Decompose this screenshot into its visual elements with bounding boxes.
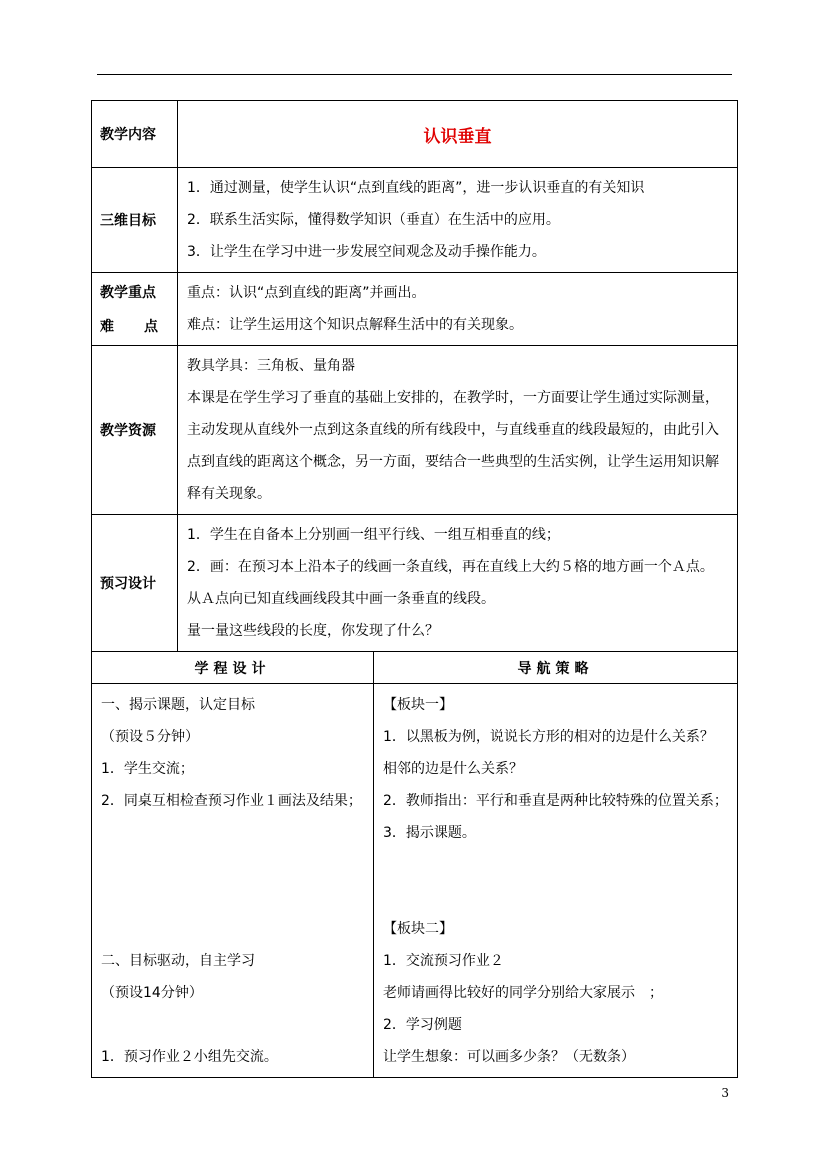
strategy-item: 让学生想象：可以画多少条？（无数条） bbox=[383, 1049, 635, 1065]
row-goals bbox=[92, 168, 738, 273]
process-item: （预设５分钟） bbox=[101, 729, 199, 745]
difficulty-label: 难 点 bbox=[100, 319, 158, 335]
navigation-strategy-header: 导航策略 bbox=[374, 652, 738, 684]
row-resources bbox=[92, 346, 738, 515]
strategy-item: 2．教师指出：平行和垂直是两种比较特殊的位置关系； bbox=[383, 793, 728, 809]
focus-label-top: 教学重点 bbox=[100, 285, 156, 301]
lesson-title: 认识垂直 bbox=[178, 101, 738, 168]
strategy-item: 【板块二】 bbox=[383, 921, 453, 937]
resources-text: 本课是在学生学习了垂直的基础上安排的，在教学时，一方面要让学生通过实际测量，主动发现从直线外一点到这条直线的所有线段中，与直线垂直的线段最短的，由此引入点到直线的距离这个概念，另一方面，要结合一些典型的生活实例，让学生运用知识解释有关现象。 bbox=[187, 390, 719, 502]
header-rule bbox=[97, 74, 732, 75]
preview-item: 从Ａ点向已知直线画线段其中画一条垂直的线段。 bbox=[187, 591, 495, 607]
process-item: 1．预习作业２小组先交流。 bbox=[101, 1049, 278, 1065]
resources-label: 教学资源 bbox=[92, 346, 178, 515]
goals-label: 三维目标 bbox=[92, 168, 178, 273]
learning-process-header: 学程设计 bbox=[92, 652, 374, 684]
row-sections bbox=[92, 684, 738, 1078]
process-item: 一、揭示课题，认定目标 bbox=[101, 697, 255, 713]
process-item: （预设14分钟） bbox=[101, 985, 203, 1001]
process-item: 二、目标驱动，自主学习 bbox=[101, 953, 255, 969]
lesson-plan-table bbox=[91, 100, 738, 1078]
learning-process-cell bbox=[92, 684, 374, 1078]
goal-item: 3．让学生在学习中进一步发展空间观念及动手操作能力。 bbox=[187, 244, 546, 260]
focus-label bbox=[92, 273, 178, 346]
resources-tools: 教具学具：三角板、量角器 bbox=[187, 358, 355, 374]
preview-label: 预习设计 bbox=[92, 515, 178, 652]
navigation-strategy-cell bbox=[374, 684, 738, 1078]
row-section-headers bbox=[92, 652, 738, 684]
page-number: 3 bbox=[721, 1086, 729, 1100]
row-content bbox=[92, 101, 738, 168]
process-item: 1．学生交流； bbox=[101, 761, 194, 777]
goal-item: 2．联系生活实际，懂得数学知识（垂直）在生活中的应用。 bbox=[187, 212, 560, 228]
strategy-item: 相邻的边是什么关系？ bbox=[383, 761, 523, 777]
preview-item: 量一量这些线段的长度，你发现了什么？ bbox=[187, 623, 439, 639]
strategy-item: 【板块一】 bbox=[383, 697, 453, 713]
resources-cell bbox=[178, 346, 738, 515]
focus-item: 重点：认识“点到直线的距离”并画出。 bbox=[187, 285, 426, 301]
strategy-item: 老师请画得比较好的同学分别给大家展示 ； bbox=[383, 985, 663, 1001]
preview-item: 1．学生在自备本上分别画一组平行线、一组互相垂直的线； bbox=[187, 527, 560, 543]
focus-item: 难点：让学生运用这个知识点解释生活中的有关现象。 bbox=[187, 317, 523, 333]
focus-cell bbox=[178, 273, 738, 346]
goals-cell bbox=[178, 168, 738, 273]
content-label: 教学内容 bbox=[92, 101, 178, 168]
row-preview bbox=[92, 515, 738, 652]
strategy-item: 3．揭示课题。 bbox=[383, 825, 476, 841]
goal-item: 1．通过测量，使学生认识“点到直线的距离”，进一步认识垂直的有关知识 bbox=[187, 180, 645, 196]
strategy-item: 1．以黑板为例，说说长方形的相对的边是什么关系？ bbox=[383, 729, 714, 745]
row-focus bbox=[92, 273, 738, 346]
preview-item: 2．画：在预习本上沿本子的线画一条直线，再在直线上大约５格的地方画一个Ａ点。 bbox=[187, 559, 714, 575]
strategy-item: 1．交流预习作业２ bbox=[383, 953, 504, 969]
preview-cell bbox=[178, 515, 738, 652]
process-item: 2．同桌互相检查预习作业１画法及结果； bbox=[101, 793, 362, 809]
strategy-item: 2．学习例题 bbox=[383, 1017, 462, 1033]
